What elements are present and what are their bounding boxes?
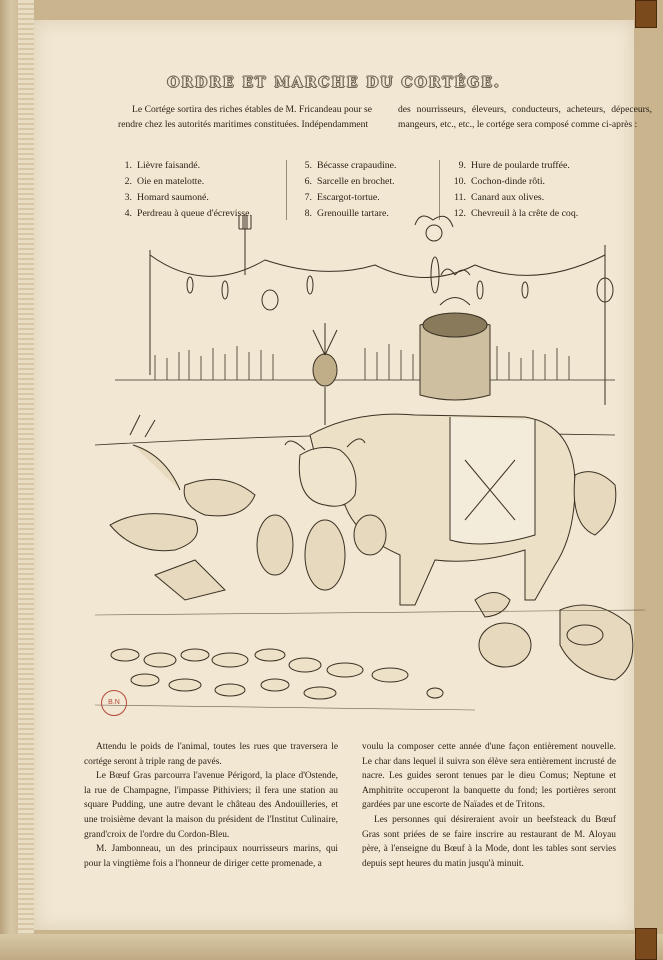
menu-item: 3. Homard saumoné. — [124, 192, 209, 203]
menu-item: 4. Perdreau à queue d'écrevisse. — [124, 208, 252, 219]
body-column-left — [84, 740, 338, 871]
garland-icon — [150, 216, 613, 405]
ribbon-marker-bottom — [635, 928, 657, 960]
engraving-illustration — [55, 205, 645, 725]
paragraph: Les personnes qui désireraient avoir un beefsteack du Bœuf Gras sont priées de se faire inscrire au restaurant de M. Aloyau père, à l'enseigne du Bœuf à la Mode, dont les tables sont servies depuis sept heures du matin jusqu'à minuit. — [362, 814, 616, 869]
body-column-right — [362, 740, 616, 871]
menu-item: 9. Hure de poularde truffée. — [458, 160, 570, 171]
book-edge-bottom — [0, 934, 663, 960]
paragraph: Le Bœuf Gras parcourra l'avenue Périgord, la place d'Ostende, la rue de Champagne, l'impasse Pithiviers; il fera une station au square Pudding, une autre devant le château des Andouilleries, et une troisième devant la maison du président de l'Institut Culinaire, grand'croix de l'ordre du Cordon-Bleu. — [84, 771, 338, 840]
paragraph: Attendu le poids de l'animal, toutes les rues que traversera le cortége seront à triple rang de pavés. — [84, 742, 338, 767]
paragraph: M. Jambonneau, un des principaux nourrisseurs marins, qui pour la vingtième fois a l'honneur de diriger cette promenade, a — [84, 844, 338, 869]
page-title: ORDRE ET MARCHE DU CORTÉGE. — [167, 75, 501, 91]
page-binding — [18, 0, 34, 960]
mushroom-row — [111, 649, 443, 699]
intro-right: des nourrisseurs, éleveurs, conducteurs, acheteurs, dépeceurs, mangeurs, etc., etc., le cortége sera composé comme ci-après : — [398, 104, 652, 130]
menu-item: 11. Canard aux olives. — [454, 192, 545, 203]
menu-item: 6. Sarcelle en brochet. — [304, 176, 395, 187]
ribbon-marker-top — [635, 0, 657, 28]
menu-item: 7. Escargot-tortue. — [304, 192, 380, 203]
crown-icon — [420, 269, 490, 400]
library-stamp: B.N — [101, 690, 127, 716]
pineapple-icon — [313, 323, 337, 425]
intro-left: Le Cortége sortira des riches étables de M. Fricandeau pour se rendre chez les autorités maritimes constituées. Indépendamment — [118, 104, 372, 130]
menu-item: 10. Cochon-dinde rôti. — [453, 176, 546, 187]
fork-icon — [239, 215, 251, 275]
paragraph: voulu la composer cette année d'une façon entièrement nouvelle. Le char dans lequel il suivra son élève sera entièrement incrusté de nacre. Les guides seront tenues par le dieu Comus; Neptune et Amphitrite occuperont la banquette du fond; les portières seront gardées par une escorte de Naïades et de Tritons. — [362, 742, 616, 811]
menu-item: 2. Oie en matelotte. — [124, 176, 205, 187]
book-edge — [0, 0, 18, 960]
menu-item: 5. Bécasse crapaudine. — [304, 160, 397, 171]
menu-item: 12. Chevreuil à la crête de coq. — [453, 208, 579, 219]
menu-item: 1. Lièvre faisandé. — [124, 160, 201, 171]
menu-item: 8. Grenouille tartare. — [304, 208, 389, 219]
